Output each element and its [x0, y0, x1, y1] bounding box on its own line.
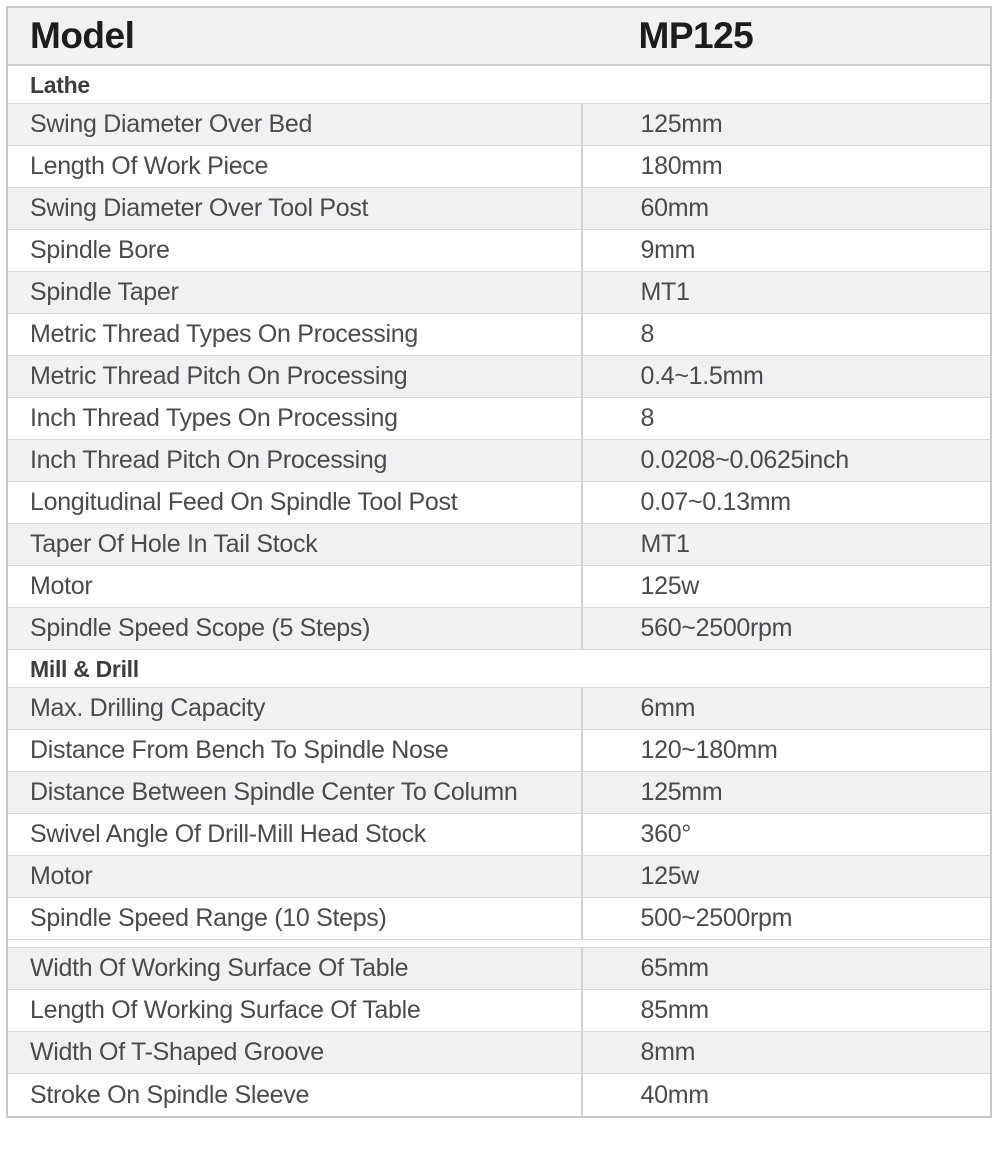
spec-label: Metric Thread Pitch On Processing — [30, 362, 408, 390]
table-row — [8, 814, 990, 856]
spec-value: 125w — [581, 566, 990, 607]
spec-label: Swing Diameter Over Tool Post — [30, 194, 369, 222]
section-header — [8, 66, 990, 104]
table-row — [8, 566, 990, 608]
spec-value: 60mm — [581, 188, 990, 229]
table-row — [8, 104, 990, 146]
spec-value: 8mm — [581, 1032, 990, 1073]
table-row — [8, 990, 990, 1032]
spec-value: 0.0208~0.0625inch — [581, 440, 990, 481]
section-title: Lathe — [30, 72, 90, 98]
table-row — [8, 688, 990, 730]
model-header-value: MP125 — [638, 15, 754, 56]
spec-label: Motor — [30, 572, 93, 600]
spec-label: Taper Of Hole In Tail Stock — [30, 530, 318, 558]
table-row — [8, 272, 990, 314]
spec-value: MT1 — [581, 272, 990, 313]
spec-value: 40mm — [581, 1074, 990, 1116]
spec-label: Max. Drilling Capacity — [30, 694, 266, 722]
spec-label: Spindle Speed Range (10 Steps) — [30, 904, 387, 932]
spec-value: 0.4~1.5mm — [581, 356, 990, 397]
spec-value: 125mm — [581, 104, 990, 145]
spec-value: MT1 — [581, 524, 990, 565]
table-row — [8, 856, 990, 898]
spec-label: Spindle Taper — [30, 278, 179, 306]
table-header-row — [8, 8, 990, 66]
spec-value: 560~2500rpm — [581, 608, 990, 649]
table-row — [8, 440, 990, 482]
table-row — [8, 1074, 990, 1116]
spec-value: 125mm — [581, 772, 990, 813]
spec-label: Length Of Work Piece — [30, 152, 269, 180]
spec-label: Longitudinal Feed On Spindle Tool Post — [30, 488, 458, 516]
table-row — [8, 730, 990, 772]
table-row — [8, 948, 990, 990]
spec-label: Inch Thread Pitch On Processing — [30, 446, 388, 474]
spec-label: Stroke On Spindle Sleeve — [30, 1080, 310, 1109]
table-row — [8, 898, 990, 940]
spec-label: Motor — [30, 862, 93, 890]
model-header-label: Model — [30, 15, 135, 56]
spec-label: Distance From Bench To Spindle Nose — [30, 736, 449, 764]
spec-value: 85mm — [581, 990, 990, 1031]
table-row — [8, 482, 990, 524]
spec-label: Swing Diameter Over Bed — [30, 110, 313, 138]
table-row — [8, 230, 990, 272]
table-row — [8, 1032, 990, 1074]
spec-value: 0.07~0.13mm — [581, 482, 990, 523]
section-gap — [8, 940, 990, 948]
spec-value: 8 — [581, 314, 990, 355]
spec-label: Inch Thread Types On Processing — [30, 404, 398, 432]
spec-label: Width Of T-Shaped Groove — [30, 1038, 324, 1066]
table-body — [8, 66, 990, 1116]
spec-value: 180mm — [581, 146, 990, 187]
spec-label: Distance Between Spindle Center To Column — [30, 778, 518, 806]
spec-label: Spindle Speed Scope (5 Steps) — [30, 614, 371, 642]
section-title: Mill & Drill — [30, 656, 139, 682]
table-row — [8, 146, 990, 188]
table-row — [8, 398, 990, 440]
spec-table — [6, 6, 992, 1118]
table-row — [8, 524, 990, 566]
section-header — [8, 650, 990, 688]
spec-value: 500~2500rpm — [581, 898, 990, 939]
table-row — [8, 772, 990, 814]
spec-value: 125w — [581, 856, 990, 897]
table-row — [8, 608, 990, 650]
spec-label: Length Of Working Surface Of Table — [30, 996, 421, 1024]
table-row — [8, 314, 990, 356]
spec-label: Spindle Bore — [30, 236, 170, 264]
spec-value: 360° — [581, 814, 990, 855]
spec-value: 9mm — [581, 230, 990, 271]
spec-value: 120~180mm — [581, 730, 990, 771]
spec-label: Width Of Working Surface Of Table — [30, 954, 409, 982]
spec-value: 65mm — [581, 948, 990, 989]
spec-value: 6mm — [581, 688, 990, 729]
table-row — [8, 356, 990, 398]
spec-label: Metric Thread Types On Processing — [30, 320, 418, 348]
spec-value: 8 — [581, 398, 990, 439]
spec-label: Swivel Angle Of Drill-Mill Head Stock — [30, 820, 426, 848]
table-row — [8, 188, 990, 230]
